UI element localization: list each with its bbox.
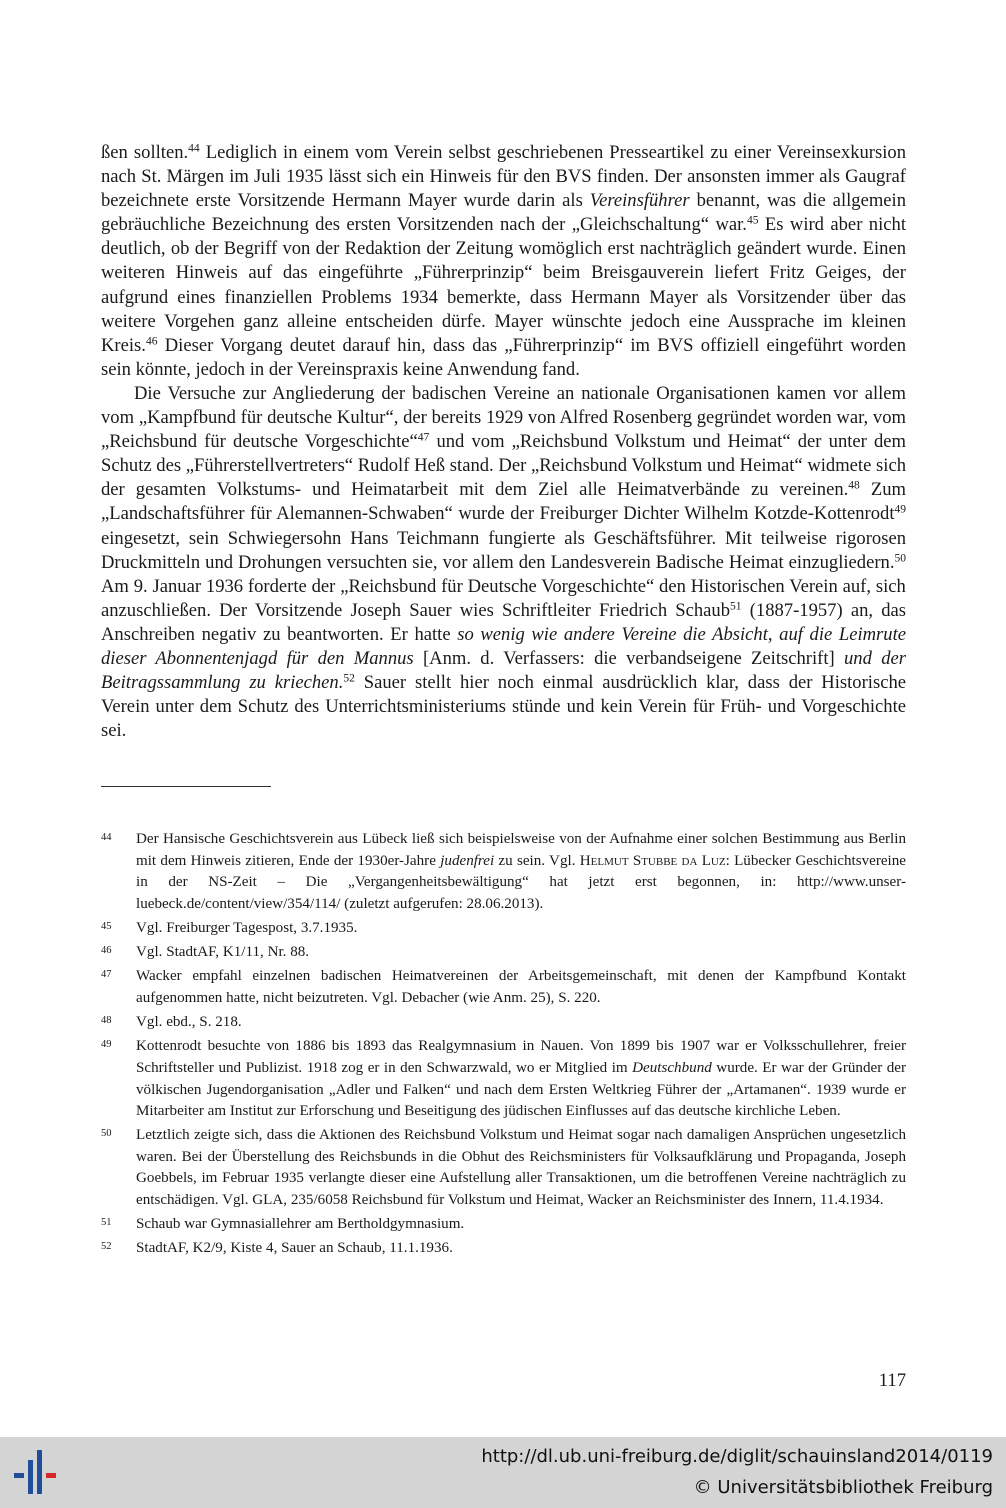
ub-freiburg-logo-icon[interactable] bbox=[7, 1446, 63, 1502]
footnote-47 bbox=[101, 966, 906, 1009]
text-run: wurde. Er war der Gründer der völkischen Jugendorganisation „Adler und Falken“ und nach dem Ersten Weltkrieg Führer der „Artamanen“. 1939 wurde er Mitarbeiter am Institut zur Erforschung und Beseitigung des jüdischen Einflusses auf das deutsche kirchliche Leben. bbox=[136, 1059, 907, 1120]
footnote-number: 46 bbox=[101, 945, 112, 957]
footnote-number: 49 bbox=[101, 1039, 112, 1051]
text-run: [Anm. d. Verfassers: die verbandseigene Zeitschrift] bbox=[413, 647, 844, 669]
footnote-50 bbox=[101, 1125, 906, 1211]
italic-run: Vereinsführer bbox=[589, 190, 690, 212]
text-run: (1887-1957) an, das Anschreiben negativ zu beantworten. Er hatte bbox=[101, 599, 906, 645]
main-text bbox=[101, 141, 906, 743]
footnote-ref[interactable]: 44 bbox=[188, 142, 200, 155]
text-run: und vom „Reichsbund Volkstum und Heimat“ der unter dem Schutz des „Führerstellvertreters“ Rudolf Heß stand. Der „Reichsbund Volkstum und Heimat“ widmete sich der gesamten Volkstums- und Heimatarbeit mit dem Ziel alle Heimatverbände zu vereinen. bbox=[101, 431, 907, 501]
footnote-44 bbox=[101, 829, 906, 915]
footer-copyright: © Universitätsbibliothek Freiburg bbox=[693, 1477, 993, 1498]
footnote-separator bbox=[101, 786, 271, 787]
text-run: Wacker empfahl einzelnen badischen Heimatvereinen der Arbeitsgemeinschaft, mit denen der Kampfbund Kontakt aufgenommen hatte, nicht beizutreten. Vgl. Debacher (wie Anm. 25), S. 220. bbox=[136, 968, 906, 1006]
footnote-ref[interactable]: 50 bbox=[894, 552, 906, 565]
footnote-ref[interactable]: 48 bbox=[848, 479, 860, 492]
footer-bar bbox=[0, 1437, 1006, 1508]
italic-run: und der Beitragssammlung zu kriechen. bbox=[101, 647, 906, 694]
text-run: Lediglich in einem vom Verein selbst geschriebenen Presseartikel zu einer Vereinsexkursion nach St. Märgen im Juli 1935 lässt sich ein Hinweis für den BVS finden. Der ansonsten immer als Gaugraf bezeichnete erste Vorsitzende Hermann Mayer wurde darin als bbox=[101, 142, 906, 212]
italic-run: judenfrei bbox=[440, 852, 495, 869]
paragraph-2 bbox=[101, 382, 906, 743]
footnote-ref[interactable]: 47 bbox=[417, 431, 430, 444]
text-run: Letztlich zeigte sich, dass die Aktionen des Reichsbund Volkstum und Heimat sogar nach damaligen Ansprüchen ungesetzlich waren. Bei der Überstellung des Reichsbunds in die Obhut des Reichsministers für Volksaufklärung und Propaganda, Joseph Goebbels, im Februar 1935 verlangte dieser eine Aufstellung aller Transaktionen, um die betroffenen Vereine nachträglich zu entschädigen. Vgl. GLA, 235/6058 Reichsbund für Volkstum und Heimat, Wacker an Reichsminister des Innern, 11.4.1934. bbox=[136, 1127, 906, 1209]
footnote-ref[interactable]: 45 bbox=[746, 214, 759, 227]
footnote-49 bbox=[101, 1036, 906, 1122]
text-run: Vgl. ebd., S. 218. bbox=[136, 1014, 242, 1031]
footnote-number: 51 bbox=[101, 1217, 112, 1229]
footnote-number: 45 bbox=[101, 920, 112, 932]
footnotes bbox=[101, 829, 906, 1263]
text-run: Der Hansische Geschichtsverein aus Lübeck ließ sich beispielsweise von der Aufnahme einer solchen Bestimmung aus Berlin mit dem Hinweis zitieren, Ende der 1930er-Jahre bbox=[136, 831, 906, 869]
text-run: Zum „Landschaftsführer für Alemannen-Schwaben“ wurde der Freiburger Dichter Wilhelm Kotzde-Kottenrodt bbox=[101, 479, 906, 525]
text-run: eingesetzt, sein Schwiegersohn Hans Teichmann fungierte als Geschäftsführer. Mit teilweise rigorosen Druckmitteln und Drohungen versuchten sie, vor allem den Landesverein Badische Heimat einzugliedern. bbox=[101, 527, 906, 573]
text-run: Kottenrodt besuchte von 1886 bis 1893 das Realgymnasium in Nauen. Von 1899 bis 1907 war er Volksschullehrer, freier Schriftsteller und Publizist. 1918 zog er in den Schwarzwald, wo er Mitglied im bbox=[136, 1038, 906, 1076]
text-run: benannt, was die allgemein gebräuchliche Bezeichnung des ersten Vorsitzenden nach der „Gleichschaltung“ war. bbox=[101, 190, 906, 236]
footnote-52 bbox=[101, 1238, 906, 1260]
footnote-48 bbox=[101, 1012, 906, 1034]
text-run: Vgl. Freiburger Tagespost, 3.7.1935. bbox=[136, 919, 358, 936]
footnote-number: 48 bbox=[101, 1015, 112, 1027]
text-run: Die Versuche zur Angliederung der badischen Vereine an nationale Organisationen kamen vor allem vom „Kampfbund für deutsche Kultur“, der bereits 1929 von Alfred Rosenberg gegründet worden war, vom „Reichsbund für deutsche Vorgeschichte“ bbox=[101, 382, 906, 453]
text-run: Es wird aber nicht deutlich, ob der Begriff von der Redaktion der Zeitung womöglich erst nachträglich geändert wurde. Einen weiteren Hinweis auf das eingeführte „Führerprinzip“ beim Breisgauverein liefert Fritz Geiges, der aufgrund eines finanziellen Problems 1934 bemerkte, dass Hermann Mayer als Vorsitzender über das weitere Vorgehen ganz alleine entscheiden dürfe. Mayer wünschte jedoch eine Aussprache im kleinen Kreis. bbox=[101, 214, 906, 356]
text-run: ßen sollten. bbox=[101, 142, 189, 163]
footnote-51 bbox=[101, 1214, 906, 1236]
footnote-number: 52 bbox=[101, 1241, 112, 1253]
italic-run: Deutschbund bbox=[632, 1059, 712, 1076]
footer-url-link[interactable]: http://dl.ub.uni-freiburg.de/diglit/schauinsland2014/0119 bbox=[481, 1446, 993, 1467]
author-name: Helmut Stubbe da Luz bbox=[579, 852, 726, 869]
text-run: Schaub war Gymnasiallehrer am Bertholdgymnasium. bbox=[136, 1216, 465, 1233]
text-run: : Lübecker Geschichtsvereine in der NS-Zeit – Die „Vergangenheitsbewältigung“ hat jetzt erst begonnen, in: http://www.unser-luebeck.de/content/view/354/114/ (zuletzt aufgerufen: 28.06.2013). bbox=[136, 852, 906, 912]
footnote-46 bbox=[101, 942, 906, 964]
footnote-number: 47 bbox=[101, 969, 112, 981]
footnote-ref[interactable]: 51 bbox=[730, 600, 742, 613]
footnote-number: 44 bbox=[101, 832, 112, 843]
italic-run: so wenig wie andere Vereine die Absicht, auf die Leimrute dieser Abonnentenjagd für den Mannus bbox=[101, 623, 906, 669]
text-run: Vgl. StadtAF, K1/11, Nr. 88. bbox=[136, 944, 310, 961]
footnote-ref[interactable]: 52 bbox=[343, 672, 355, 685]
text-run: Dieser Vorgang deutet darauf hin, dass das „Führerprinzip“ im BVS offiziell eingeführt worden sein könnte, jedoch in der Vereinspraxis keine Anwendung fand. bbox=[101, 334, 906, 380]
footnote-number: 50 bbox=[101, 1128, 112, 1140]
text-run: Am 9. Januar 1936 forderte der „Reichsbund für Deutsche Vorgeschichte“ den Historischen Verein auf, sich anzuschließen. Der Vorsitzende Joseph Sauer wies Schriftleiter Friedrich Schaub bbox=[101, 575, 906, 621]
text-run: Sauer stellt hier noch einmal ausdrücklich klar, dass der Historische Verein unter dem Schutz des Unterrichtsministeriums stünde und kein Verein für Früh- und Vorgeschichte sei. bbox=[101, 672, 906, 742]
footnote-45 bbox=[101, 918, 906, 940]
paragraph-1 bbox=[101, 141, 906, 382]
footnote-ref[interactable]: 49 bbox=[894, 504, 906, 517]
text-run: StadtAF, K2/9, Kiste 4, Sauer an Schaub, 11.1.1936. bbox=[136, 1240, 453, 1257]
footnote-ref[interactable]: 46 bbox=[145, 335, 158, 348]
page-number: 117 bbox=[878, 1370, 906, 1391]
text-run: zu sein. Vgl. bbox=[494, 852, 580, 869]
